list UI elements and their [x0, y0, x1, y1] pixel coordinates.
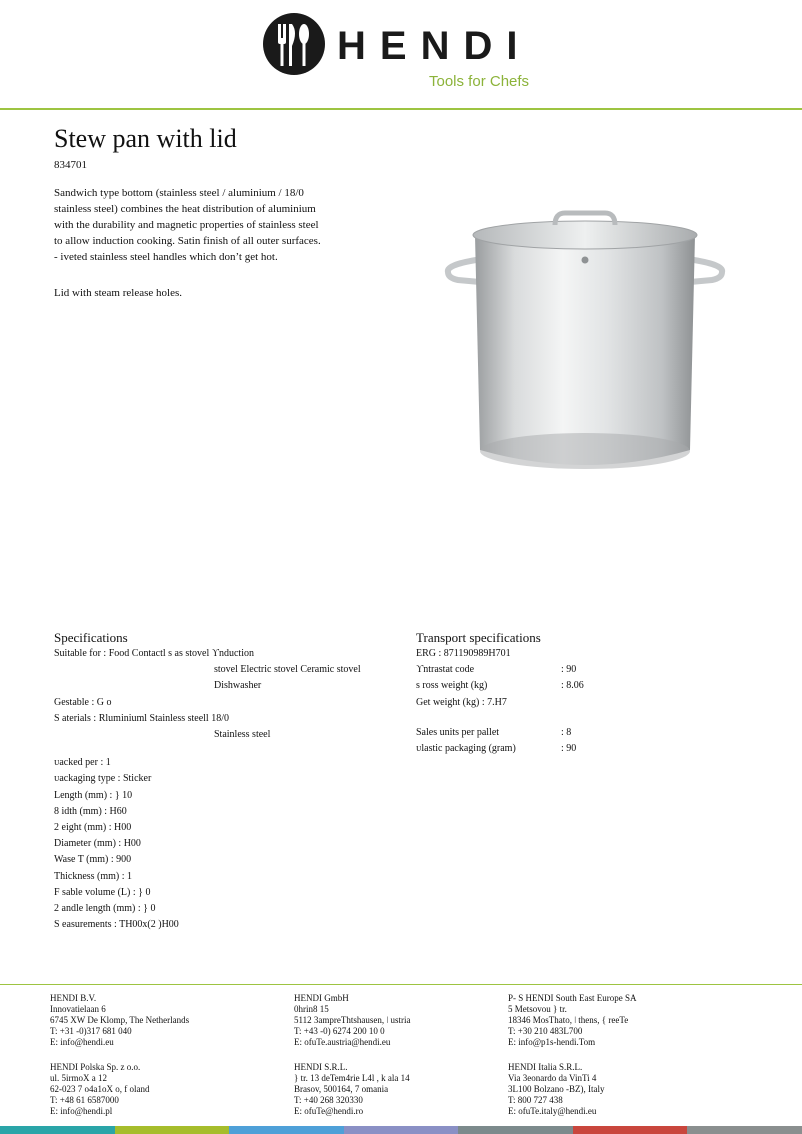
header-divider: [0, 108, 802, 110]
office-line: E: info@hendi.pl: [50, 1106, 113, 1116]
spec-row: Stainless steel: [214, 729, 271, 740]
office-name: P- S HENDI South East Europe SA: [508, 993, 637, 1003]
lid-note: Lid with steam release holes.: [54, 287, 182, 299]
transport-value: : 90: [561, 664, 577, 676]
office-name: HENDI Polska Sp. z o.o.: [50, 1062, 141, 1072]
spec-row: Suitable for : Food Contactl s as stovel ϒnduction: [54, 648, 254, 659]
office-address: [508, 1062, 604, 1117]
spec-row: 8 idth (mm) : H60: [54, 805, 127, 817]
transport-heading: Transport specifications: [416, 630, 541, 645]
office-line: E: info@hendi.eu: [50, 1037, 114, 1047]
spec-row: ᴜacked per : 1: [54, 757, 111, 769]
spec-row: Diameter (mm) : H00: [54, 838, 141, 850]
spec-row: Wase T (mm) : 900: [54, 854, 132, 866]
office-address: [294, 993, 410, 1048]
stripe-segment: [115, 1126, 231, 1134]
description-line: to allow induction cooking. Satin finish of all outer surfaces.: [54, 235, 321, 247]
office-line: 3L100 Bolzano -BZ), Italy: [508, 1084, 605, 1094]
spec-row: F sable volume (L) : } 0: [54, 886, 151, 898]
office-name: HENDI S.R.L.: [294, 1062, 348, 1072]
transport-value: : 8.06: [561, 680, 584, 692]
description-line: Sandwich type bottom (stainless steel / aluminium / 18/0: [54, 187, 304, 199]
transport-row: [416, 680, 584, 692]
transport-label: Get weight (kg) : 7.H7: [416, 696, 507, 708]
transport-label: Sales units per pallet: [416, 726, 500, 738]
office-line: T: +43 -0) 6274 200 10 0: [294, 1026, 385, 1036]
transport-label: s ross weight (kg): [416, 680, 488, 692]
transport-label: ERG : 871190989H701: [416, 648, 511, 659]
specifications-heading: Specifications: [54, 630, 128, 645]
office-address: [508, 993, 637, 1048]
office-line: E: ofuTe.italy@hendi.eu: [508, 1106, 597, 1116]
transport-row: [416, 664, 577, 676]
brand-name: HENDI: [337, 24, 532, 68]
office-line: E: info@p1s-hendi.Tom: [508, 1037, 596, 1047]
product-sku: 834701: [54, 159, 87, 171]
office-line: T: 800 727 438: [508, 1095, 563, 1105]
specifications-section: [54, 630, 394, 931]
hendi-logo-icon: [262, 12, 326, 76]
office-line: T: +40 268 320330: [294, 1095, 363, 1105]
stripe-segment: [0, 1126, 116, 1134]
office-line: 0hrin8 15: [294, 1004, 329, 1014]
transport-row: [416, 726, 572, 738]
description-line: with the durability and magnetic properties of stainless steel: [54, 219, 319, 231]
office-line: Brasov, 500164, 7 omania: [294, 1084, 389, 1094]
office-line: 6745 XW De Klomp, The Netherlands: [50, 1015, 190, 1025]
spec-row: Dishwasher: [214, 680, 262, 692]
office-address: [294, 1062, 410, 1117]
office-address: [50, 1062, 149, 1117]
office-line: T: +30 210 483L700: [508, 1026, 583, 1036]
brand-tagline: Tools for Chefs: [429, 73, 530, 90]
stripe-segment: [229, 1126, 345, 1134]
transport-label: ᴜlastic packaging (gram): [416, 743, 516, 754]
product-description: [54, 185, 364, 265]
product-title: Stew pan with lid: [54, 124, 237, 153]
transport-value: : 90: [561, 743, 577, 754]
spec-row: Thickness (mm) : 1: [54, 870, 133, 882]
spec-row: S aterials : Rluminiuml Stainless steell 18/0: [54, 712, 229, 724]
stripe-segment: [573, 1126, 689, 1134]
office-line: Innovatielaan 6: [50, 1004, 106, 1014]
spec-row: ᴜackaging type : Sticker: [54, 773, 152, 785]
spec-row: Length (mm) : } 10: [54, 789, 133, 801]
spec-row: Gestable : G o: [54, 696, 112, 708]
office-line: 5 Metsovou } tr.: [508, 1004, 567, 1014]
spec-row: S easurements : TH00x(2 )H00: [54, 919, 179, 931]
office-line: ul. 5irmoX a 12: [50, 1073, 107, 1083]
office-name: HENDI Italia S.R.L.: [508, 1062, 583, 1072]
description-line: stainless steel) combines the heat distribution of aluminium: [54, 203, 316, 215]
transport-row: [416, 648, 511, 659]
office-line: 5112 3ampreThtshausen, ǀ ustria: [294, 1015, 411, 1025]
transport-label: ϒntrastat code: [416, 664, 475, 676]
transport-row: [416, 697, 507, 708]
footer-divider: [0, 984, 802, 985]
office-line: 62-023 7 o4a1oX o, f oland: [50, 1084, 150, 1094]
spec-row: stovel Electric stovel Ceramic stovel: [214, 664, 361, 676]
office-line: T: +31 -0)317 681 040: [50, 1026, 132, 1036]
office-name: HENDI B.V.: [50, 993, 97, 1003]
office-address: [50, 993, 189, 1048]
office-line: E: ofuTe@hendi.ro: [294, 1106, 364, 1116]
stripe-segment: [344, 1126, 460, 1134]
stripe-segment: [687, 1126, 802, 1134]
stockpot-with-lid-image: [440, 205, 730, 490]
description-line: - iveted stainless steel handles which don’t get hot.: [54, 251, 278, 263]
office-line: 18346 MosThato, ǀ thens, { reeTe: [508, 1015, 629, 1025]
office-line: E: ofuTe.austria@hendi.eu: [294, 1037, 391, 1047]
transport-row: [416, 743, 577, 754]
transport-section: [416, 630, 756, 754]
spec-row: 2 andle length (mm) : } 0: [54, 903, 156, 914]
stripe-segment: [458, 1126, 574, 1134]
spec-row: 2 eight (mm) : H00: [54, 822, 132, 833]
office-line: T: +48 61 6587000: [50, 1095, 119, 1105]
office-name: HENDI GmbH: [294, 993, 349, 1003]
transport-value: : 8: [561, 726, 572, 738]
office-line: Via 3eonardo da VinTi 4: [508, 1073, 597, 1083]
office-line: } tr. 13 deTem4rie L4l , k ala 14: [294, 1073, 410, 1083]
